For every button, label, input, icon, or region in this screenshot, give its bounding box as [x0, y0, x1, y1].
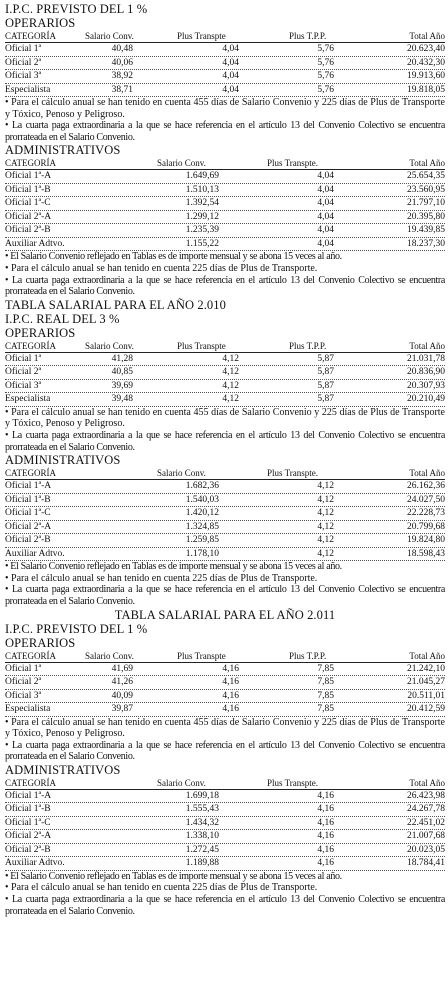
value-cell: 4,04 [317, 171, 334, 182]
column-header: Salario Conv. [157, 468, 206, 479]
table-row [5, 238, 445, 252]
value-cell: 1.259,85 [185, 535, 219, 546]
category-cell: Oficial 1ª-C [5, 198, 51, 209]
value-cell: 5,87 [317, 380, 334, 391]
group-title: OPERARIOS [5, 635, 76, 650]
value-cell: 21.797,10 [407, 198, 445, 209]
table-row [5, 817, 445, 831]
category-cell: Especialista [5, 84, 51, 95]
footnote: • La cuarta paga extraordinaria a la que se hace referencia en el artículo 13 del Convenio Colectivo se encuentra prorrateada en el Salario Convenio. [5, 894, 445, 917]
column-header: CATEGORÍA [5, 468, 56, 479]
category-cell: Oficial 1ª-A [5, 481, 52, 492]
value-cell: 20.210,49 [407, 394, 445, 405]
footnote: • Para el cálculo anual se han tenido en cuenta 225 días de Plus de Transporte. [5, 262, 318, 274]
table-row [5, 534, 445, 548]
value-cell: 1.420,12 [185, 508, 219, 519]
value-cell: 4,04 [317, 225, 334, 236]
column-header: CATEGORÍA [5, 650, 56, 661]
table-row [5, 548, 445, 562]
table-year-title: TABLA SALARIAL PARA EL AÑO 2.010 [5, 297, 226, 312]
category-cell: Oficial 1ª [5, 44, 42, 54]
value-cell: 1.178,10 [185, 548, 219, 559]
table-header [5, 157, 445, 170]
value-cell: 18.237,30 [407, 238, 445, 249]
table-row [5, 393, 445, 407]
value-cell: 7,85 [317, 663, 334, 674]
value-cell: 4,04 [222, 71, 239, 81]
category-cell: Auxiliar Adtvo. [5, 238, 65, 249]
value-cell: 7,85 [317, 690, 334, 701]
column-header: Plus T.P.P. [289, 340, 327, 351]
value-cell: 18.598,43 [407, 548, 445, 559]
salary-section [5, 298, 445, 608]
value-cell: 4,12 [222, 353, 239, 364]
column-header: CATEGORÍA [5, 340, 56, 351]
value-cell: 4,16 [317, 804, 334, 815]
column-header: Plus Transpte. [267, 158, 319, 169]
ipc-heading: I.P.C. PREVISTO DEL 1 % [5, 2, 148, 16]
column-header: Plus Transpte [177, 340, 226, 351]
ipc-heading: I.P.C. PREVISTO DEL 1 % [5, 621, 148, 636]
value-cell: 1.682,36 [185, 481, 219, 492]
category-cell: Oficial 1ª-B [5, 494, 51, 505]
value-cell: 4,12 [222, 394, 239, 405]
value-cell: 20.432,30 [407, 57, 445, 68]
table-header [5, 650, 445, 663]
value-cell: 41,69 [111, 663, 133, 674]
column-header: Total Año [409, 777, 445, 788]
table-row [5, 507, 445, 521]
value-cell: 1.299,12 [185, 211, 219, 222]
value-cell: 1.699,18 [185, 790, 219, 801]
category-cell: Oficial 3ª [5, 380, 42, 391]
salary-tables-document [5, 0, 445, 917]
value-cell: 4,04 [317, 238, 334, 249]
category-cell: Oficial 1ª-B [5, 184, 51, 195]
value-cell: 19.818,05 [407, 84, 445, 95]
table-row [5, 84, 445, 98]
value-cell: 1.392,54 [185, 198, 219, 209]
value-cell: 23.560,95 [407, 184, 445, 195]
column-header: Total Año [409, 31, 445, 41]
value-cell: 5,87 [317, 353, 334, 364]
value-cell: 5,76 [317, 71, 334, 81]
value-cell: 24.027,50 [407, 494, 445, 505]
value-cell: 1.338,10 [185, 831, 219, 842]
category-cell: Auxiliar Adtvo. [5, 548, 65, 559]
table-row [5, 803, 445, 817]
value-cell: 24.267,78 [407, 804, 445, 815]
category-cell: Oficial 1ª [5, 663, 42, 674]
table-header [5, 467, 445, 480]
category-cell: Oficial 2ª-A [5, 521, 52, 532]
category-cell: Oficial 3ª [5, 690, 42, 701]
value-cell: 4,16 [317, 831, 334, 842]
column-header: Plus T.P.P. [289, 31, 327, 41]
footnote: • El Salario Convenio reflejado en Tablas es de importe mensual y se abona 15 veces al año. [5, 251, 342, 263]
footnote: • Para el cálculo anual se han tenido en cuenta 455 días de Salario Convenio y 225 días de Plus de Transporte y Tóxico, Penoso y Peligroso. [5, 97, 445, 120]
category-cell: Oficial 1ª-A [5, 171, 52, 182]
footnote: • Para el cálculo anual se han tenido en cuenta 225 días de Plus de Transporte. [5, 572, 318, 584]
group-title: ADMINISTRATIVOS [5, 143, 121, 158]
table-row [5, 790, 445, 804]
column-header: Salario Conv. [157, 158, 206, 169]
group-title: OPERARIOS [5, 325, 76, 340]
column-header: Plus Transpte [177, 31, 226, 41]
footnote: • El Salario Convenio reflejado en Tablas es de importe mensual y se abona 15 veces al año. [5, 561, 342, 573]
column-header: Plus Transpte. [267, 468, 319, 479]
footnote: • La cuarta paga extraordinaria a la que se hace referencia en el artículo 13 del Convenio Colectivo se encuentra prorrateada en el Salario Convenio. [5, 120, 445, 143]
value-cell: 4,16 [317, 790, 334, 801]
category-cell: Especialista [5, 394, 51, 405]
category-cell: Oficial 1ª-C [5, 508, 51, 519]
value-cell: 20.023,05 [407, 844, 445, 855]
category-cell: Auxiliar Adtvo. [5, 858, 65, 869]
footnote: • La cuarta paga extraordinaria a la que se hace referencia en el artículo 13 del Convenio Colectivo se encuentra prorrateada en el Salario Convenio. [5, 274, 445, 298]
column-header: Total Año [409, 340, 445, 351]
value-cell: 39,69 [111, 380, 133, 391]
value-cell: 18.784,41 [407, 858, 445, 869]
value-cell: 41,28 [111, 353, 133, 364]
value-cell: 1.510,13 [185, 184, 219, 195]
value-cell: 4,12 [317, 535, 334, 546]
value-cell: 1.155,22 [185, 238, 219, 249]
column-header: CATEGORÍA [5, 31, 56, 41]
column-header: CATEGORÍA [5, 777, 56, 788]
value-cell: 20.412,59 [407, 704, 445, 714]
value-cell: 5,76 [317, 44, 334, 54]
footnote: • El Salario Convenio reflejado en Tablas es de importe mensual y se abona 15 veces al año. [5, 870, 342, 882]
value-cell: 4,12 [222, 367, 239, 378]
table-row [5, 857, 445, 871]
value-cell: 39,48 [111, 394, 133, 405]
category-cell: Especialista [5, 704, 51, 714]
value-cell: 5,87 [317, 394, 334, 405]
value-cell: 4,16 [317, 858, 334, 869]
column-header: Salario Conv. [157, 777, 206, 788]
value-cell: 1.555,43 [185, 804, 219, 815]
value-cell: 4,04 [222, 57, 239, 68]
value-cell: 1.235,39 [185, 225, 219, 236]
value-cell: 26.162,36 [407, 481, 445, 492]
value-cell: 1.540,03 [185, 494, 219, 505]
value-cell: 4,16 [317, 817, 334, 828]
value-cell: 20.799,68 [407, 521, 445, 532]
value-cell: 19.439,85 [407, 225, 445, 236]
value-cell: 40,48 [111, 44, 133, 54]
category-cell: Oficial 2ª-B [5, 225, 51, 236]
table-row [5, 224, 445, 238]
column-header: Total Año [409, 468, 445, 479]
value-cell: 1.649,69 [185, 171, 219, 182]
value-cell: 20.836,90 [407, 367, 445, 378]
value-cell: 38,92 [111, 71, 133, 81]
group-title: ADMINISTRATIVOS [5, 453, 121, 468]
value-cell: 4,16 [222, 677, 239, 687]
column-header: Plus Transpte. [267, 777, 319, 788]
value-cell: 4,04 [317, 198, 334, 209]
value-cell: 21.242,10 [407, 663, 445, 674]
category-cell: Oficial 2ª-A [5, 211, 52, 222]
category-cell: Oficial 1ª-B [5, 804, 51, 815]
value-cell: 40,09 [111, 690, 133, 701]
column-header: Salario Conv. [85, 31, 134, 41]
column-header: Salario Conv. [85, 340, 134, 351]
value-cell: 40,06 [111, 57, 133, 68]
value-cell: 19.913,60 [407, 71, 445, 81]
footnote: • Para el cálculo anual se han tenido en cuenta 225 días de Plus de Transporte. [5, 882, 318, 894]
table-row [5, 480, 445, 494]
value-cell: 4,16 [222, 704, 239, 714]
value-cell: 4,04 [317, 211, 334, 222]
table-row [5, 676, 445, 690]
table-row [5, 170, 445, 184]
value-cell: 1.272,45 [185, 844, 219, 855]
category-cell: Oficial 3ª [5, 71, 42, 81]
footnote: • La cuarta paga extraordinaria a la que se hace referencia en el artículo 13 del Convenio Colectivo se encuentra prorrateada en el Salario Convenio. [5, 429, 445, 453]
value-cell: 1.324,85 [185, 521, 219, 532]
table-row [5, 494, 445, 508]
value-cell: 4,12 [317, 548, 334, 559]
footnote: • Para el cálculo anual se han tenido en cuenta 455 días de Salario Convenio y 225 días de Plus de Transporte y Tóxico, Penoso y Peligroso. [5, 716, 445, 740]
value-cell: 40,85 [111, 367, 133, 378]
table-header [5, 30, 445, 43]
value-cell: 1.434,32 [185, 817, 219, 828]
value-cell: 41,26 [111, 677, 133, 687]
value-cell: 5,87 [317, 367, 334, 378]
table-row [5, 663, 445, 677]
salary-section [5, 608, 445, 918]
category-cell: Oficial 2ª [5, 677, 42, 687]
value-cell: 22.451,02 [407, 817, 445, 828]
table-row [5, 703, 445, 717]
table-year-title: TABLA SALARIAL PARA EL AÑO 2.011 [114, 607, 336, 622]
category-cell: Oficial 2ª-B [5, 535, 51, 546]
table-row [5, 366, 445, 380]
value-cell: 4,04 [222, 84, 239, 95]
group-title: OPERARIOS [5, 16, 76, 30]
footnote: • La cuarta paga extraordinaria a la que se hace referencia en el artículo 13 del Convenio Colectivo se encuentra prorrateada en el Salario Convenio. [5, 739, 445, 763]
value-cell: 21.007,68 [407, 831, 445, 842]
table-row [5, 844, 445, 858]
table-header [5, 340, 445, 353]
table-row [5, 43, 445, 57]
value-cell: 26.423,98 [407, 790, 445, 801]
category-cell: Oficial 2ª [5, 367, 42, 378]
value-cell: 19.824,80 [407, 535, 445, 546]
value-cell: 1.189,88 [185, 858, 219, 869]
value-cell: 21.045,27 [407, 677, 445, 687]
category-cell: Oficial 2ª-A [5, 831, 52, 842]
value-cell: 20.511,01 [407, 690, 445, 701]
value-cell: 5,76 [317, 57, 334, 68]
value-cell: 4,12 [317, 508, 334, 519]
footnote: • Para el cálculo anual se han tenido en cuenta 455 días de Salario Convenio y 225 días de Plus de Transporte y Tóxico, Penoso y Peligroso. [5, 406, 445, 430]
value-cell: 5,76 [317, 84, 334, 95]
table-row [5, 70, 445, 84]
column-header: Total Año [409, 158, 445, 169]
value-cell: 25.654,35 [407, 171, 445, 182]
table-row [5, 380, 445, 394]
table-row [5, 690, 445, 704]
ipc-heading: I.P.C. REAL DEL 3 % [5, 311, 120, 326]
value-cell: 4,12 [317, 494, 334, 505]
table-header [5, 777, 445, 790]
category-cell: Oficial 1ª-C [5, 817, 51, 828]
table-row [5, 184, 445, 198]
column-header: CATEGORÍA [5, 158, 56, 169]
table-row [5, 521, 445, 535]
value-cell: 38,71 [111, 84, 133, 95]
value-cell: 21.031,78 [407, 353, 445, 364]
value-cell: 22.228,73 [407, 508, 445, 519]
value-cell: 20.307,93 [407, 380, 445, 391]
table-row [5, 830, 445, 844]
category-cell: Oficial 1ª-A [5, 790, 52, 801]
value-cell: 20.623,40 [407, 44, 445, 54]
value-cell: 7,85 [317, 677, 334, 687]
category-cell: Oficial 1ª [5, 353, 42, 364]
value-cell: 4,16 [222, 663, 239, 674]
table-row [5, 197, 445, 211]
category-cell: Oficial 2ª-B [5, 844, 51, 855]
column-header: Salario Conv. [85, 650, 134, 661]
column-header: Total Año [409, 650, 445, 661]
table-row [5, 211, 445, 225]
value-cell: 4,12 [317, 521, 334, 532]
value-cell: 4,04 [222, 44, 239, 54]
salary-section [5, 2, 445, 298]
column-header: Plus T.P.P. [289, 650, 327, 661]
value-cell: 4,16 [317, 844, 334, 855]
table-row [5, 353, 445, 367]
column-header: Plus Transpte [177, 650, 226, 661]
group-title: ADMINISTRATIVOS [5, 762, 121, 777]
category-cell: Oficial 2ª [5, 57, 42, 68]
value-cell: 4,16 [222, 690, 239, 701]
value-cell: 7,85 [317, 704, 334, 714]
value-cell: 4,12 [317, 481, 334, 492]
value-cell: 39,87 [111, 704, 133, 714]
value-cell: 20.395,80 [407, 211, 445, 222]
table-row [5, 57, 445, 71]
footnote: • La cuarta paga extraordinaria a la que se hace referencia en el artículo 13 del Convenio Colectivo se encuentra prorrateada en el Salario Convenio. [5, 584, 445, 607]
value-cell: 4,12 [222, 380, 239, 391]
value-cell: 4,04 [317, 184, 334, 195]
